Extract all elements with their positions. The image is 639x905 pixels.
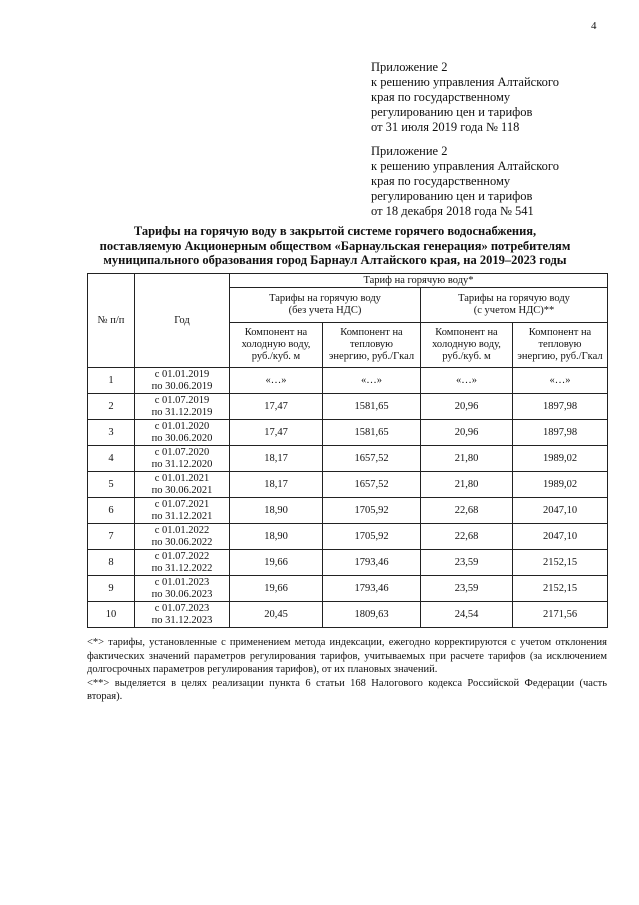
period-from: с 01.07.2020 <box>154 446 210 458</box>
cold-water-no-vat: 18,90 <box>230 498 323 524</box>
page-number: 4 <box>591 20 597 32</box>
header-row-number: № п/п <box>88 274 135 368</box>
period-from: с 01.07.2021 <box>154 498 210 510</box>
heat-energy-with-vat: 1989,02 <box>513 446 608 472</box>
footnote-indexation: <*> тарифы, установленные с применением метода индексации, ежегодно корректируются с учетом отклонения фактических значений параметров регулирования тарифов, учитываемых при расчете тарифов (за исключением долгосрочных параметров регулирования тарифов), от их плановых значений. <box>87 637 607 675</box>
cold-water-no-vat: «…» <box>230 368 323 394</box>
period-from: с 01.01.2023 <box>154 576 210 588</box>
appendix-line: края по государственному <box>371 174 511 188</box>
period-to: по 30.06.2022 <box>151 536 213 548</box>
cold-water-no-vat: 18,17 <box>230 472 323 498</box>
heat-energy-no-vat: 1581,65 <box>323 420 421 446</box>
period-from: с 01.07.2023 <box>154 602 210 614</box>
footnote-vat: <**> выделяется в целях реализации пункта 6 статьи 168 Налогового кодекса Российской Федерации (часть вторая). <box>87 677 607 702</box>
period-cell <box>135 550 230 576</box>
period-from: с 01.01.2019 <box>154 368 210 380</box>
table-row <box>88 420 608 446</box>
header-hot-water-tariff: Тариф на горячую воду* <box>230 274 608 288</box>
period-from: с 01.01.2020 <box>154 420 210 432</box>
table-row <box>88 498 608 524</box>
heat-energy-no-vat: 1705,92 <box>323 524 421 550</box>
table-row <box>88 550 608 576</box>
row-number: 2 <box>88 394 135 420</box>
period-from: с 01.07.2022 <box>154 550 210 562</box>
period-from: с 01.07.2019 <box>154 394 210 406</box>
cold-water-no-vat: 18,17 <box>230 446 323 472</box>
row-number: 8 <box>88 550 135 576</box>
cold-water-with-vat: 20,96 <box>421 420 513 446</box>
cold-water-no-vat: 17,47 <box>230 420 323 446</box>
appendix-note-original <box>371 144 611 219</box>
period-to: по 31.12.2020 <box>151 458 213 470</box>
tariff-table <box>87 273 608 628</box>
title-line: муниципального образования город Барнаул Алтайского края, на 2019–2023 годы <box>103 253 567 267</box>
period-cell <box>135 602 230 628</box>
cold-water-no-vat: 20,45 <box>230 602 323 628</box>
cold-water-with-vat: 23,59 <box>421 576 513 602</box>
heat-energy-with-vat: 1897,98 <box>513 420 608 446</box>
appendix-line: регулированию цен и тарифов <box>371 105 533 119</box>
table-row <box>88 576 608 602</box>
appendix-line: от 18 декабря 2018 года № 541 <box>371 204 534 218</box>
row-number: 4 <box>88 446 135 472</box>
header-no-vat: Тарифы на горячую воду (без учета НДС) <box>230 288 421 323</box>
heat-energy-with-vat: 2047,10 <box>513 524 608 550</box>
appendix-line: края по государственному <box>371 90 511 104</box>
period-cell <box>135 446 230 472</box>
row-number: 9 <box>88 576 135 602</box>
table-row <box>88 368 608 394</box>
row-number: 7 <box>88 524 135 550</box>
period-from: с 01.01.2022 <box>154 524 210 536</box>
appendix-line: к решению управления Алтайского <box>371 159 559 173</box>
cold-water-with-vat: 20,96 <box>421 394 513 420</box>
period-cell <box>135 472 230 498</box>
header-with-vat: Тарифы на горячую воду (с учетом НДС)** <box>421 288 608 323</box>
heat-energy-no-vat: 1793,46 <box>323 576 421 602</box>
table-row <box>88 524 608 550</box>
period-to: по 30.06.2021 <box>151 484 213 496</box>
cold-water-no-vat: 19,66 <box>230 576 323 602</box>
period-cell <box>135 420 230 446</box>
period-to: по 30.06.2020 <box>151 432 213 444</box>
period-to: по 31.12.2022 <box>151 562 213 574</box>
footnotes <box>87 636 607 704</box>
header-heat-component: Компонент на тепловую энергию, руб./Гкал <box>323 323 421 368</box>
tariff-table-body <box>88 368 608 628</box>
cold-water-with-vat: 21,80 <box>421 472 513 498</box>
period-to: по 30.06.2023 <box>151 588 213 600</box>
heat-energy-no-vat: 1657,52 <box>323 446 421 472</box>
period-to: по 31.12.2023 <box>151 614 213 626</box>
period-to: по 30.06.2019 <box>151 380 213 392</box>
cold-water-no-vat: 18,90 <box>230 524 323 550</box>
appendix-line: Приложение 2 <box>371 60 448 74</box>
cold-water-with-vat: 22,68 <box>421 498 513 524</box>
cold-water-with-vat: «…» <box>421 368 513 394</box>
appendix-line: Приложение 2 <box>371 144 448 158</box>
appendix-note-current <box>371 60 611 135</box>
heat-energy-no-vat: 1581,65 <box>323 394 421 420</box>
title-line: Тарифы на горячую воду в закрытой системе горячего водоснабжения, <box>133 224 537 238</box>
title-line: поставляемую Акционерным обществом «Барнаульская генерация» потребителям <box>99 238 571 253</box>
heat-energy-no-vat: 1705,92 <box>323 498 421 524</box>
heat-energy-no-vat: 1657,52 <box>323 472 421 498</box>
table-row <box>88 472 608 498</box>
heat-energy-with-vat: 2171,56 <box>513 602 608 628</box>
cold-water-no-vat: 19,66 <box>230 550 323 576</box>
heat-energy-no-vat: «…» <box>323 368 421 394</box>
heat-energy-with-vat: 1989,02 <box>513 472 608 498</box>
appendix-line: регулированию цен и тарифов <box>371 189 533 203</box>
period-cell <box>135 576 230 602</box>
period-cell <box>135 368 230 394</box>
document-title <box>70 224 600 268</box>
row-number: 10 <box>88 602 135 628</box>
heat-energy-with-vat: 2047,10 <box>513 498 608 524</box>
appendix-line: от 31 июля 2019 года № 118 <box>371 120 520 134</box>
header-year: Год <box>135 274 230 368</box>
cold-water-with-vat: 22,68 <box>421 524 513 550</box>
appendix-line: к решению управления Алтайского <box>371 75 559 89</box>
header-heat-component: Компонент на тепловую энергию, руб./Гкал <box>513 323 608 368</box>
cold-water-no-vat: 17,47 <box>230 394 323 420</box>
heat-energy-with-vat: 2152,15 <box>513 576 608 602</box>
table-row <box>88 446 608 472</box>
period-to: по 31.12.2019 <box>151 406 213 418</box>
period-to: по 31.12.2021 <box>151 510 213 522</box>
period-cell <box>135 498 230 524</box>
cold-water-with-vat: 21,80 <box>421 446 513 472</box>
table-row <box>88 394 608 420</box>
row-number: 1 <box>88 368 135 394</box>
heat-energy-with-vat: «…» <box>513 368 608 394</box>
heat-energy-with-vat: 1897,98 <box>513 394 608 420</box>
row-number: 6 <box>88 498 135 524</box>
heat-energy-no-vat: 1793,46 <box>323 550 421 576</box>
cold-water-with-vat: 24,54 <box>421 602 513 628</box>
row-number: 5 <box>88 472 135 498</box>
header-cold-water-component: Компонент на холодную воду, руб./куб. м <box>230 323 323 368</box>
row-number: 3 <box>88 420 135 446</box>
period-cell <box>135 524 230 550</box>
period-from: с 01.01.2021 <box>154 472 210 484</box>
table-row <box>88 602 608 628</box>
heat-energy-with-vat: 2152,15 <box>513 550 608 576</box>
heat-energy-no-vat: 1809,63 <box>323 602 421 628</box>
cold-water-with-vat: 23,59 <box>421 550 513 576</box>
period-cell <box>135 394 230 420</box>
header-cold-water-component: Компонент на холодную воду, руб./куб. м <box>421 323 513 368</box>
